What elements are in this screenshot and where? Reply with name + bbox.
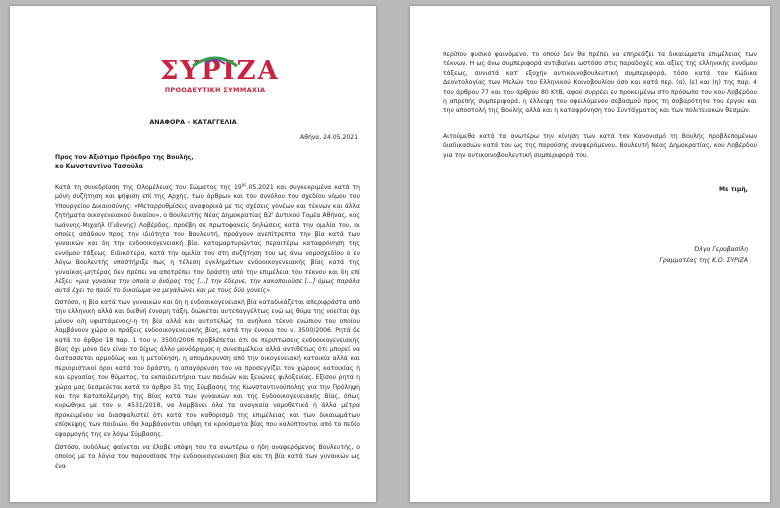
addressee-line-2: κο Κωνσταντίνο Τασούλα (55, 163, 143, 171)
page-2-paragraph-1 (443, 50, 757, 116)
paragraph-1-sup: ης (241, 181, 247, 187)
closing: Με τιμή, (719, 186, 748, 193)
signature-role: Γραμματέας της Κ.Ο. ΣΥΡΙΖΑ (659, 257, 748, 264)
document-date: Αθήνα, 24.05.2021 (300, 134, 358, 141)
paragraph-2-text: Ωστόσο, η βία κατά των γυναικών και δη η ενδοοικογενειακή βία καταδικάζεται απεριφράστα από την ελληνική αλλά και διεθνή έννομη τάξη, διώκεται αυτεπαγγέλτως ενώ ως θύμα της νοείται όχι μόνον ο/η υφιστάμενος/-η τη βία αλλά και αυτοτελώς το ανήλικο τέκνο ενώπιον του οποίου λαμβάνουν χώρα οι πράξεις ενδοοικογενειακής βίας, κατά την έννοια του ν. 3500/2006. Ρητά δε κατά το άρθρο 18 παρ. 1 του ν. 3500/2006 προβλέπεται ότι σε περιπτώσεις ενδοοικογενειακής βίας όχι μόνο δεν είναι το δίχως άλλο μονόδρομος η συνεπιμέλεια αλλά αντιθέτως ότι μπορεί να διατασσεται αρμοδίως και η μετοίκηση, η απομάκρυνση από την οικογενειακή κατοικία αλλά και περιοριστικοί όροι κατά του δράστη, η απαγόρευση του να προσεγγίζει τον χώρους κατοικίας ή και εργασίας του θύματος, τα εκπαιδευτήρια των παιδιών και ξενώνες φιλοξενίας. Εξίσου ρητά η χώρα μας δεσμεύεται κατά το άρθρο 31 της Σύμβασης της Κωνσταντινούπολης για την Πρόληψη και την Καταπολέμηση της Βίας κατά των γυναικών και της Ενδοοικογενειακής Βίας, όπως κυρώθηκε με τον ν. 4531/2018, να λαμβάνει όλα τα αναγκαία νομοθετικά ή άλλα μέτρα προκειμένου να διασφαλιστεί ότι κατά τον καθορισμό της επιμέλειας και των δικαιωμάτων επίσκεψης των παιδιών, θα λαμβάνονται υπόψη τα κρούσματα βίας που καλύπτονται από το πεδίο εφαρμογής της εν λόγω Σύμβασης. (55, 299, 360, 438)
signature-name: Όλγα Γεροβασίλη (694, 246, 748, 253)
syriza-logo (160, 56, 280, 94)
paragraph-3 (55, 443, 360, 471)
paragraph-1-a: Κατά τη συνεδρίαση της Ολομέλειας του Σώματος της 19 (55, 184, 242, 191)
logo-text: ΣΥΡΙΖΑ (160, 56, 280, 86)
page-2-paragraph-1-text: περίπου φυσικό φαινόμενο, το οποίο δεν θα πρέπει να επηρεάζει τα δικαιώματα επιμέλειας των τέκνων. Η ως άνω συμπεριφορά αντιβαίνει ωστόσο στις παραδοχές και αξίες της ελληνικής εννόμου τάξεως, συνιστά κατ' εξοχήν αντικοινοβουλευτική συμπεριφορά, τόσο κατά τον Κώδικα Δεοντολογίας των Μελών του Ελληνικού Κοινοβουλίου όσο και κατά περ. (α), (ε) και (η) της παρ. 4 του άρθρου 77 και του άρθρου 80 ΚτΒ, αφού συρρέει εν προκειμένω στο πρόσωπο του κου Λοβέρδου η απρεπής συμπεριφορά, η έλλειψη του οφειλόμενου σεβασμού προς τη σοβαρότητα του έργου και την αποστολή της Βουλής αλλά και η καταφρόνηση του Συντάγματος και των πολιτειακών θεσμών. (443, 51, 757, 115)
addressee (55, 153, 194, 172)
paragraph-3-text: Ωστόσο, ουδόλως φαίνεται να έλαβε υπόψη του τα ανωτέρω ο ήδη αναφερόμενος Βουλευτής, ο οποίος με τα λόγια του παρουσίασε την ενδοοικογενειακή βία και τη βία κατά των γυναικών ως ένα (55, 444, 360, 470)
paragraph-1 (55, 183, 360, 296)
page-2-paragraph-2-text: Αιτούμεθα κατά τα ανωτέρω την κίνηση των κατά τον Κανονισμό τη Βουλής προβλεπομένων διαδικασιών κατά του ως της παρούσης αναφερόμενου, Βουλευτή Νέας Δημοκρατίας, κου Λοβέρδου για την αντικοινοβουλευτική συμπεριφορά του. (443, 133, 757, 159)
page-2-paragraph-2 (443, 132, 757, 160)
logo-subtitle: ΠΡΟΟΔΕΥΤΙΚΗ ΣΥΜΜΑΧΙΑ (164, 86, 266, 94)
addressee-line-1: Προς τον Αξιότιμο Πρόεδρο της Βουλής, (55, 154, 194, 161)
paragraph-1-b: .05.2021 και συγκεκριμένα κατά τη μόνη συζήτηση και ψήφιση επί της Αρχής, των άρθρων και του συνόλου του σχεδίου νόμου του Υπουργείου Δικαιοσύνης: «Μεταρρυθμίσεις αναφορικά με τις σχέσεις γονέων και τέκνων και άλλα ζητήματα οικογενειακού δικαίου», ο Βουλευτής Νέας Δημοκρατίας Β2' Δυτικού Τομέα Αθήνας, κος Ιωάννης-Μιχαήλ (Γιάννης) Λοβέρδος, προέβη σε πρωτοφανείς δηλώσεις κατά την ομιλία του, οι οποίες απάδουν προς την ιδιότητα του Βουλευτή, προάγουν ανεπίτρεπτα την βία κατά των γυναικών και δη την ενδοοικογενειακή βία, καταμαρτυρώντας περαιτέρω καταφρόνηση της εννόμου τάξεως. Ειδικότερα, κατά την ομιλία του στη συζήτηση του ως άνω νομοσχεδίου ο εν λόγω Βουλευτής υποστήριξε πως η τέλεση εγκλημάτων ενδοοικογενειακής βίας κατά της γυναίκας-μητέρας δεν πρέπει να αποτρέπει τον δράστη από την επιμέλεια του τέκνου και δη επί λέξει: (55, 184, 360, 286)
paragraph-1-quote: «μια γυναίκα την οποία ο άνδρας της [...] την έδερνε, την κακοποιούσε [...] όμως παράλα αυτά έχει το παιδί το δικαίωμα να μεγαλώνει και με τους δύο γονείς». (55, 278, 360, 295)
logo-arc-icon (153, 56, 280, 90)
paragraph-2 (55, 298, 360, 439)
document-page-1 (10, 6, 376, 502)
document-page-2 (410, 6, 770, 502)
document-title: ΑΝΑΦΟΡΑ – ΚΑΤΑΓΓΕΛΙΑ (149, 118, 237, 126)
